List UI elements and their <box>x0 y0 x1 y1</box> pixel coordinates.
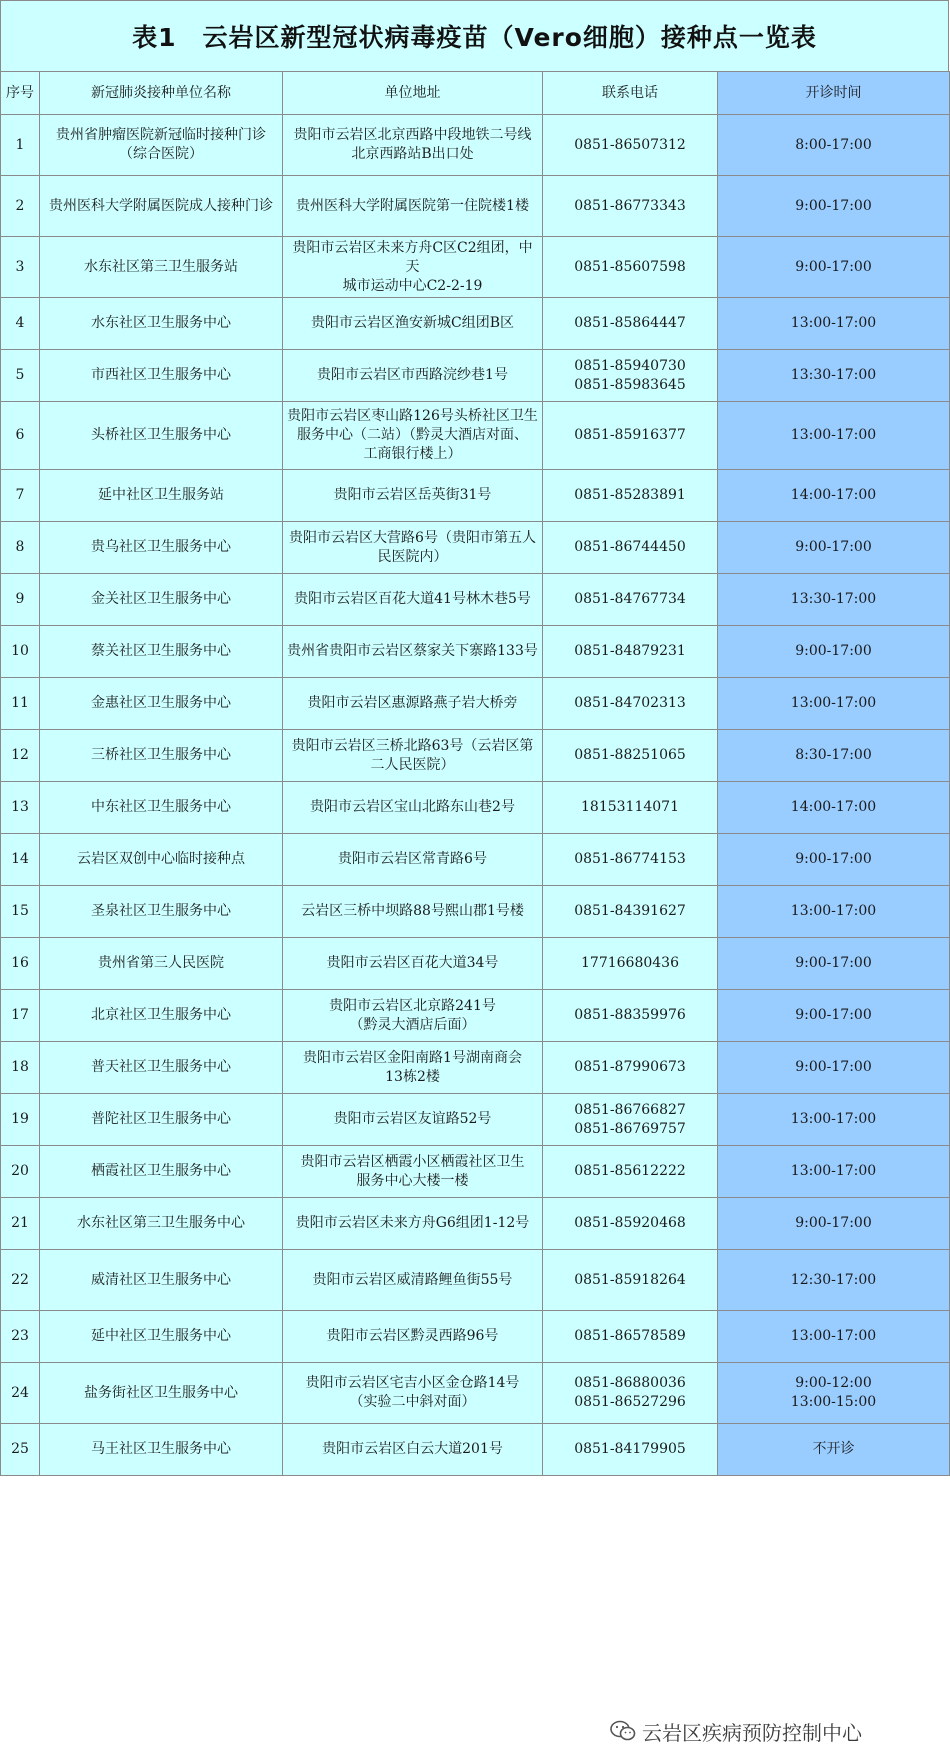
row-index: 7 <box>1 470 40 522</box>
row-hours: 不开诊 <box>718 1424 950 1476</box>
row-address: 贵阳市云岩区枣山路126号头桥社区卫生 服务中心（二站）（黔灵大酒店对面、 工商银行楼上） <box>283 402 543 470</box>
row-unit-name: 市西社区卫生服务中心 <box>40 350 283 402</box>
table-row <box>1 522 950 574</box>
row-phone: 0851-85916377 <box>543 402 718 470</box>
row-address: 贵阳市云岩区友谊路52号 <box>283 1094 543 1146</box>
row-hours: 13:30-17:00 <box>718 350 950 402</box>
row-address: 贵阳市云岩区黔灵西路96号 <box>283 1311 543 1363</box>
row-index: 12 <box>1 730 40 782</box>
row-unit-name: 普陀社区卫生服务中心 <box>40 1094 283 1146</box>
table-row <box>1 1146 950 1198</box>
table-row <box>1 1424 950 1476</box>
row-hours: 9:00-17:00 <box>718 938 950 990</box>
row-unit-name: 水东社区第三卫生服务中心 <box>40 1198 283 1250</box>
table-header-row <box>1 72 950 115</box>
row-phone: 0851-88359976 <box>543 990 718 1042</box>
row-hours: 13:00-17:00 <box>718 298 950 350</box>
table-row <box>1 730 950 782</box>
row-address: 贵州医科大学附属医院第一住院楼1楼 <box>283 176 543 237</box>
table-row <box>1 990 950 1042</box>
row-hours: 9:00-17:00 <box>718 1042 950 1094</box>
row-hours: 14:00-17:00 <box>718 470 950 522</box>
row-address: 贵阳市云岩区三桥北路63号（云岩区第 二人民医院） <box>283 730 543 782</box>
row-hours: 13:00-17:00 <box>718 1146 950 1198</box>
table-row <box>1 402 950 470</box>
row-phone: 0851-86773343 <box>543 176 718 237</box>
header-hours: 开诊时间 <box>718 72 950 115</box>
row-index: 10 <box>1 626 40 678</box>
row-address: 贵阳市云岩区白云大道201号 <box>283 1424 543 1476</box>
row-unit-name: 水东社区卫生服务中心 <box>40 298 283 350</box>
row-hours: 8:30-17:00 <box>718 730 950 782</box>
table-row <box>1 1042 950 1094</box>
row-phone: 0851-85940730 0851-85983645 <box>543 350 718 402</box>
row-index: 23 <box>1 1311 40 1363</box>
row-phone: 0851-85283891 <box>543 470 718 522</box>
row-index: 13 <box>1 782 40 834</box>
row-unit-name: 盐务街社区卫生服务中心 <box>40 1363 283 1424</box>
row-unit-name: 三桥社区卫生服务中心 <box>40 730 283 782</box>
row-phone: 0851-86880036 0851-86527296 <box>543 1363 718 1424</box>
header-unit-name: 新冠肺炎接种单位名称 <box>40 72 283 115</box>
row-address: 贵阳市云岩区大营路6号（贵阳市第五人 民医院内） <box>283 522 543 574</box>
row-hours: 9:00-17:00 <box>718 1198 950 1250</box>
header-index: 序号 <box>1 72 40 115</box>
row-phone: 0851-86507312 <box>543 115 718 176</box>
row-unit-name: 金关社区卫生服务中心 <box>40 574 283 626</box>
table-row <box>1 886 950 938</box>
row-index: 4 <box>1 298 40 350</box>
table-row <box>1 470 950 522</box>
row-unit-name: 栖霞社区卫生服务中心 <box>40 1146 283 1198</box>
row-hours: 13:00-17:00 <box>718 1094 950 1146</box>
table-row <box>1 938 950 990</box>
row-address: 贵阳市云岩区北京西路中段地铁二号线 北京西路站B出口处 <box>283 115 543 176</box>
row-phone: 17716680436 <box>543 938 718 990</box>
row-address: 云岩区三桥中坝路88号熙山郡1号楼 <box>283 886 543 938</box>
row-phone: 0851-84391627 <box>543 886 718 938</box>
table-row <box>1 237 950 298</box>
row-unit-name: 蔡关社区卫生服务中心 <box>40 626 283 678</box>
row-index: 20 <box>1 1146 40 1198</box>
row-address: 贵阳市云岩区栖霞小区栖霞社区卫生 服务中心大楼一楼 <box>283 1146 543 1198</box>
row-hours: 13:00-17:00 <box>718 886 950 938</box>
row-hours: 13:00-17:00 <box>718 1311 950 1363</box>
row-hours: 14:00-17:00 <box>718 782 950 834</box>
row-hours: 9:00-17:00 <box>718 237 950 298</box>
row-hours: 9:00-17:00 <box>718 626 950 678</box>
table-row <box>1 1094 950 1146</box>
row-unit-name: 中东社区卫生服务中心 <box>40 782 283 834</box>
table-row <box>1 115 950 176</box>
row-phone: 0851-85864447 <box>543 298 718 350</box>
row-unit-name: 威清社区卫生服务中心 <box>40 1250 283 1311</box>
row-address: 贵阳市云岩区宅吉小区金仓路14号 （实验二中斜对面） <box>283 1363 543 1424</box>
row-hours: 9:00-17:00 <box>718 990 950 1042</box>
row-address: 贵阳市云岩区威清路鲤鱼街55号 <box>283 1250 543 1311</box>
row-address: 贵阳市云岩区常青路6号 <box>283 834 543 886</box>
table-row <box>1 176 950 237</box>
row-hours: 13:00-17:00 <box>718 678 950 730</box>
row-unit-name: 普天社区卫生服务中心 <box>40 1042 283 1094</box>
row-unit-name: 水东社区第三卫生服务站 <box>40 237 283 298</box>
row-phone: 0851-86744450 <box>543 522 718 574</box>
page-title: 表1 云岩区新型冠状病毒疫苗（Vero细胞）接种点一览表 <box>0 0 949 72</box>
row-unit-name: 贵州省肿瘤医院新冠临时接种门诊 （综合医院） <box>40 115 283 176</box>
row-phone: 0851-84879231 <box>543 626 718 678</box>
row-address: 贵阳市云岩区市西路浣纱巷1号 <box>283 350 543 402</box>
row-phone: 0851-85918264 <box>543 1250 718 1311</box>
table-row <box>1 1250 950 1311</box>
watermark-text: 云岩区疾病预防控制中心 <box>642 1720 862 1745</box>
table-row <box>1 626 950 678</box>
row-phone: 0851-86774153 <box>543 834 718 886</box>
vaccination-sites-table <box>0 71 950 1476</box>
row-index: 8 <box>1 522 40 574</box>
row-unit-name: 金惠社区卫生服务中心 <box>40 678 283 730</box>
row-hours: 9:00-17:00 <box>718 834 950 886</box>
row-address: 贵阳市云岩区岳英街31号 <box>283 470 543 522</box>
row-unit-name: 延中社区卫生服务站 <box>40 470 283 522</box>
table-row <box>1 574 950 626</box>
row-unit-name: 贵乌社区卫生服务中心 <box>40 522 283 574</box>
row-index: 6 <box>1 402 40 470</box>
row-hours: 9:00-17:00 <box>718 176 950 237</box>
table-body <box>1 72 950 1476</box>
row-index: 25 <box>1 1424 40 1476</box>
row-index: 18 <box>1 1042 40 1094</box>
row-unit-name: 贵州医科大学附属医院成人接种门诊 <box>40 176 283 237</box>
row-unit-name: 贵州省第三人民医院 <box>40 938 283 990</box>
row-address: 贵阳市云岩区渔安新城C组团B区 <box>283 298 543 350</box>
table-row <box>1 1363 950 1424</box>
row-index: 9 <box>1 574 40 626</box>
row-address: 贵阳市云岩区未来方舟C区C2组团，中天 城市运动中心C2-2-19 <box>283 237 543 298</box>
row-unit-name: 北京社区卫生服务中心 <box>40 990 283 1042</box>
row-address: 贵阳市云岩区北京路241号 （黔灵大酒店后面） <box>283 990 543 1042</box>
row-address: 贵阳市云岩区惠源路燕子岩大桥旁 <box>283 678 543 730</box>
table-row <box>1 678 950 730</box>
table-row <box>1 834 950 886</box>
row-hours: 13:00-17:00 <box>718 402 950 470</box>
table-row <box>1 298 950 350</box>
row-phone: 0851-85920468 <box>543 1198 718 1250</box>
row-phone: 0851-87990673 <box>543 1042 718 1094</box>
row-phone: 0851-84767734 <box>543 574 718 626</box>
row-phone: 0851-85607598 <box>543 237 718 298</box>
row-unit-name: 圣泉社区卫生服务中心 <box>40 886 283 938</box>
row-index: 16 <box>1 938 40 990</box>
row-phone: 18153114071 <box>543 782 718 834</box>
row-address: 贵阳市云岩区百花大道34号 <box>283 938 543 990</box>
row-phone: 0851-86766827 0851-86769757 <box>543 1094 718 1146</box>
row-phone: 0851-85612222 <box>543 1146 718 1198</box>
row-unit-name: 马王社区卫生服务中心 <box>40 1424 283 1476</box>
row-phone: 0851-84179905 <box>543 1424 718 1476</box>
row-index: 5 <box>1 350 40 402</box>
row-index: 22 <box>1 1250 40 1311</box>
row-hours: 13:30-17:00 <box>718 574 950 626</box>
header-address: 单位地址 <box>283 72 543 115</box>
watermark <box>610 1718 862 1744</box>
row-index: 1 <box>1 115 40 176</box>
row-index: 3 <box>1 237 40 298</box>
row-address: 贵阳市云岩区宝山北路东山巷2号 <box>283 782 543 834</box>
row-phone: 0851-86578589 <box>543 1311 718 1363</box>
header-phone: 联系电话 <box>543 72 718 115</box>
row-address: 贵阳市云岩区百花大道41号林木巷5号 <box>283 574 543 626</box>
row-phone: 0851-84702313 <box>543 678 718 730</box>
row-address: 贵州省贵阳市云岩区蔡家关下寨路133号 <box>283 626 543 678</box>
table-row <box>1 782 950 834</box>
table-row <box>1 1311 950 1363</box>
row-index: 15 <box>1 886 40 938</box>
row-index: 11 <box>1 678 40 730</box>
row-index: 19 <box>1 1094 40 1146</box>
row-index: 21 <box>1 1198 40 1250</box>
row-unit-name: 延中社区卫生服务中心 <box>40 1311 283 1363</box>
row-hours: 12:30-17:00 <box>718 1250 950 1311</box>
row-hours: 9:00-17:00 <box>718 522 950 574</box>
row-unit-name: 头桥社区卫生服务中心 <box>40 402 283 470</box>
row-index: 17 <box>1 990 40 1042</box>
row-unit-name: 云岩区双创中心临时接种点 <box>40 834 283 886</box>
wechat-icon <box>610 1720 636 1742</box>
row-address: 贵阳市云岩区金阳南路1号湖南商会 13栋2楼 <box>283 1042 543 1094</box>
row-address: 贵阳市云岩区未来方舟G6组团1-12号 <box>283 1198 543 1250</box>
row-index: 14 <box>1 834 40 886</box>
row-hours: 8:00-17:00 <box>718 115 950 176</box>
row-index: 24 <box>1 1363 40 1424</box>
row-phone: 0851-88251065 <box>543 730 718 782</box>
row-hours: 9:00-12:00 13:00-15:00 <box>718 1363 950 1424</box>
row-index: 2 <box>1 176 40 237</box>
table-row <box>1 350 950 402</box>
table-row <box>1 1198 950 1250</box>
